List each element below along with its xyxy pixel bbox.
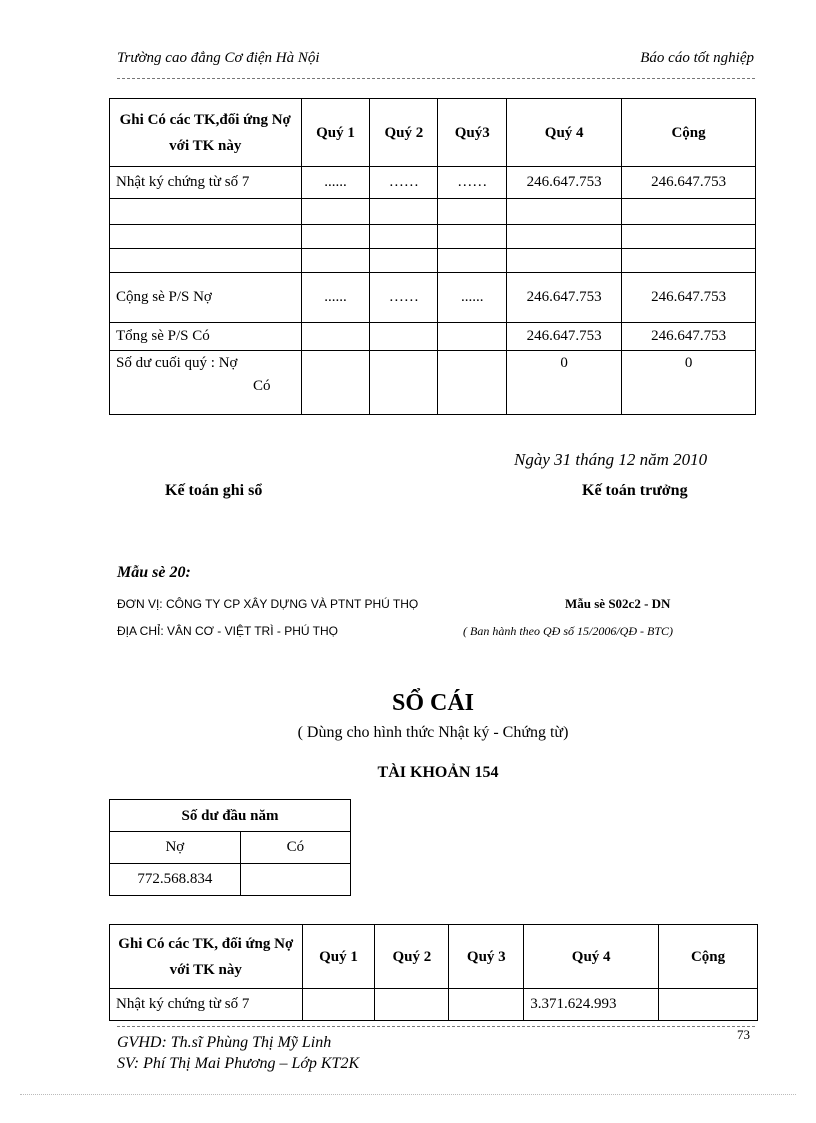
table-cell bbox=[507, 225, 622, 249]
ledger-table-1 bbox=[109, 98, 756, 415]
table-cell: …… bbox=[370, 167, 438, 199]
col-header-q2: Quý 2 bbox=[375, 925, 449, 989]
form-decision: ( Ban hành theo QĐ số 15/2006/QĐ - BTC) bbox=[463, 624, 673, 638]
footer-gvhd: GVHD: Th.sĩ Phùng Thị Mỹ Linh bbox=[117, 1034, 332, 1051]
col-header-account: Ghi Có các TK,đối ứng Nợ với TK này bbox=[110, 99, 302, 167]
table-cell: Nhật ký chứng từ số 7 bbox=[110, 167, 302, 199]
form-code: Mẫu sè S02c2 - DN bbox=[565, 596, 671, 611]
table-cell-closing-label bbox=[110, 351, 302, 415]
ledger-title: SỔ CÁI bbox=[391, 690, 475, 716]
table-cell: ...... bbox=[301, 273, 370, 323]
table-cell: …… bbox=[370, 273, 438, 323]
table-cell bbox=[375, 989, 449, 1021]
footer-divider bbox=[117, 1026, 755, 1027]
opening-no-value: 772.568.834 bbox=[110, 864, 241, 896]
opening-no-label: Nợ bbox=[110, 832, 241, 864]
table-cell: 246.647.753 bbox=[507, 273, 622, 323]
closing-label-no: Số dư cuối quý : Nợ bbox=[116, 355, 238, 371]
table-cell: ...... bbox=[438, 273, 507, 323]
table-cell: 246.647.753 bbox=[622, 323, 756, 351]
opening-balance-title: Số dư đầu năm bbox=[110, 800, 351, 832]
col-header-q3: Quý3 bbox=[438, 99, 507, 167]
table-cell bbox=[301, 225, 370, 249]
form-unit: ĐƠN VỊ: CÔNG TY CP XÂY DỰNG VÀ PTNT PHÚ THỌ bbox=[117, 597, 419, 611]
table-cell bbox=[301, 249, 370, 273]
table-cell bbox=[302, 989, 375, 1021]
table-row bbox=[110, 989, 758, 1021]
table-cell: …… bbox=[438, 167, 507, 199]
signature-right: Kế toán trưởng bbox=[582, 482, 688, 499]
form-title: Mẫu sè 20: bbox=[117, 564, 191, 581]
table-cell bbox=[438, 199, 507, 225]
table-row bbox=[110, 225, 756, 249]
col-header-q4: Quý 4 bbox=[524, 925, 659, 989]
table-cell bbox=[438, 323, 507, 351]
col-header-total: Cộng bbox=[622, 99, 756, 167]
table-cell bbox=[507, 199, 622, 225]
table-cell bbox=[438, 351, 507, 415]
ledger-subtitle: ( Dùng cho hình thức Nhật ký - Chứng từ) bbox=[297, 724, 569, 741]
col-header-q2: Quý 2 bbox=[370, 99, 438, 167]
table-cell: 246.647.753 bbox=[507, 167, 622, 199]
table-row-closing-balance bbox=[110, 351, 756, 415]
form-address: ĐỊA CHỈ: VÂN CƠ - VIỆT TRÌ - PHÚ THỌ bbox=[117, 624, 338, 638]
ledger-account: TÀI KHOẢN 154 bbox=[377, 764, 499, 781]
table-cell bbox=[370, 225, 438, 249]
table-cell bbox=[438, 225, 507, 249]
table-header-row bbox=[110, 925, 758, 989]
table-row bbox=[110, 249, 756, 273]
table-row bbox=[110, 273, 756, 323]
table-cell bbox=[370, 249, 438, 273]
opening-balance-table bbox=[109, 799, 351, 896]
table-cell bbox=[507, 249, 622, 273]
table-row bbox=[110, 323, 756, 351]
col-header-q3: Quý 3 bbox=[449, 925, 524, 989]
header-school: Trường cao đẳng Cơ điện Hà Nội bbox=[117, 50, 320, 66]
table-cell bbox=[370, 199, 438, 225]
table-cell: Tổng sè P/S Có bbox=[110, 323, 302, 351]
table-cell: 3.371.624.993 bbox=[524, 989, 659, 1021]
table-cell: ...... bbox=[301, 167, 370, 199]
table-row bbox=[110, 199, 756, 225]
ledger-table-2 bbox=[109, 924, 758, 1021]
signature-date: Ngày 31 tháng 12 năm 2010 bbox=[514, 450, 708, 469]
header-divider bbox=[117, 78, 755, 79]
closing-label-co: Có bbox=[253, 378, 271, 394]
table-cell: Nhật ký chứng từ số 7 bbox=[110, 989, 303, 1021]
table-cell bbox=[110, 199, 302, 225]
table-cell: 0 bbox=[507, 351, 622, 415]
table-cell: 0 bbox=[622, 351, 756, 415]
col-header-q1: Quý 1 bbox=[301, 99, 370, 167]
signature-left: Kế toán ghi sổ bbox=[165, 482, 263, 499]
page-edge bbox=[20, 1094, 796, 1095]
table-row bbox=[110, 167, 756, 199]
table-cell bbox=[301, 199, 370, 225]
col-header-account: Ghi Có các TK, đối ứng Nợ với TK này bbox=[110, 925, 303, 989]
table-cell bbox=[370, 351, 438, 415]
table-cell bbox=[622, 199, 756, 225]
table-cell bbox=[110, 225, 302, 249]
table-cell bbox=[301, 323, 370, 351]
col-header-total: Cộng bbox=[659, 925, 758, 989]
table-cell bbox=[438, 249, 507, 273]
table-cell: Cộng sè P/S Nợ bbox=[110, 273, 302, 323]
footer-sv: SV: Phí Thị Mai Phương – Lớp KT2K bbox=[117, 1055, 360, 1072]
table-cell: 246.647.753 bbox=[622, 273, 756, 323]
col-header-q1: Quý 1 bbox=[302, 925, 375, 989]
opening-co-value bbox=[240, 864, 350, 896]
table-cell bbox=[659, 989, 758, 1021]
table-cell bbox=[370, 323, 438, 351]
table-cell: 246.647.753 bbox=[507, 323, 622, 351]
table-cell bbox=[301, 351, 370, 415]
table-header-row bbox=[110, 99, 756, 167]
page-number: 73 bbox=[737, 1027, 750, 1042]
header-report: Báo cáo tốt nghiệp bbox=[640, 50, 754, 66]
col-header-q4: Quý 4 bbox=[507, 99, 622, 167]
opening-co-label: Có bbox=[240, 832, 350, 864]
table-cell bbox=[449, 989, 524, 1021]
table-cell bbox=[110, 249, 302, 273]
table-cell: 246.647.753 bbox=[622, 167, 756, 199]
table-cell bbox=[622, 225, 756, 249]
table-cell bbox=[622, 249, 756, 273]
